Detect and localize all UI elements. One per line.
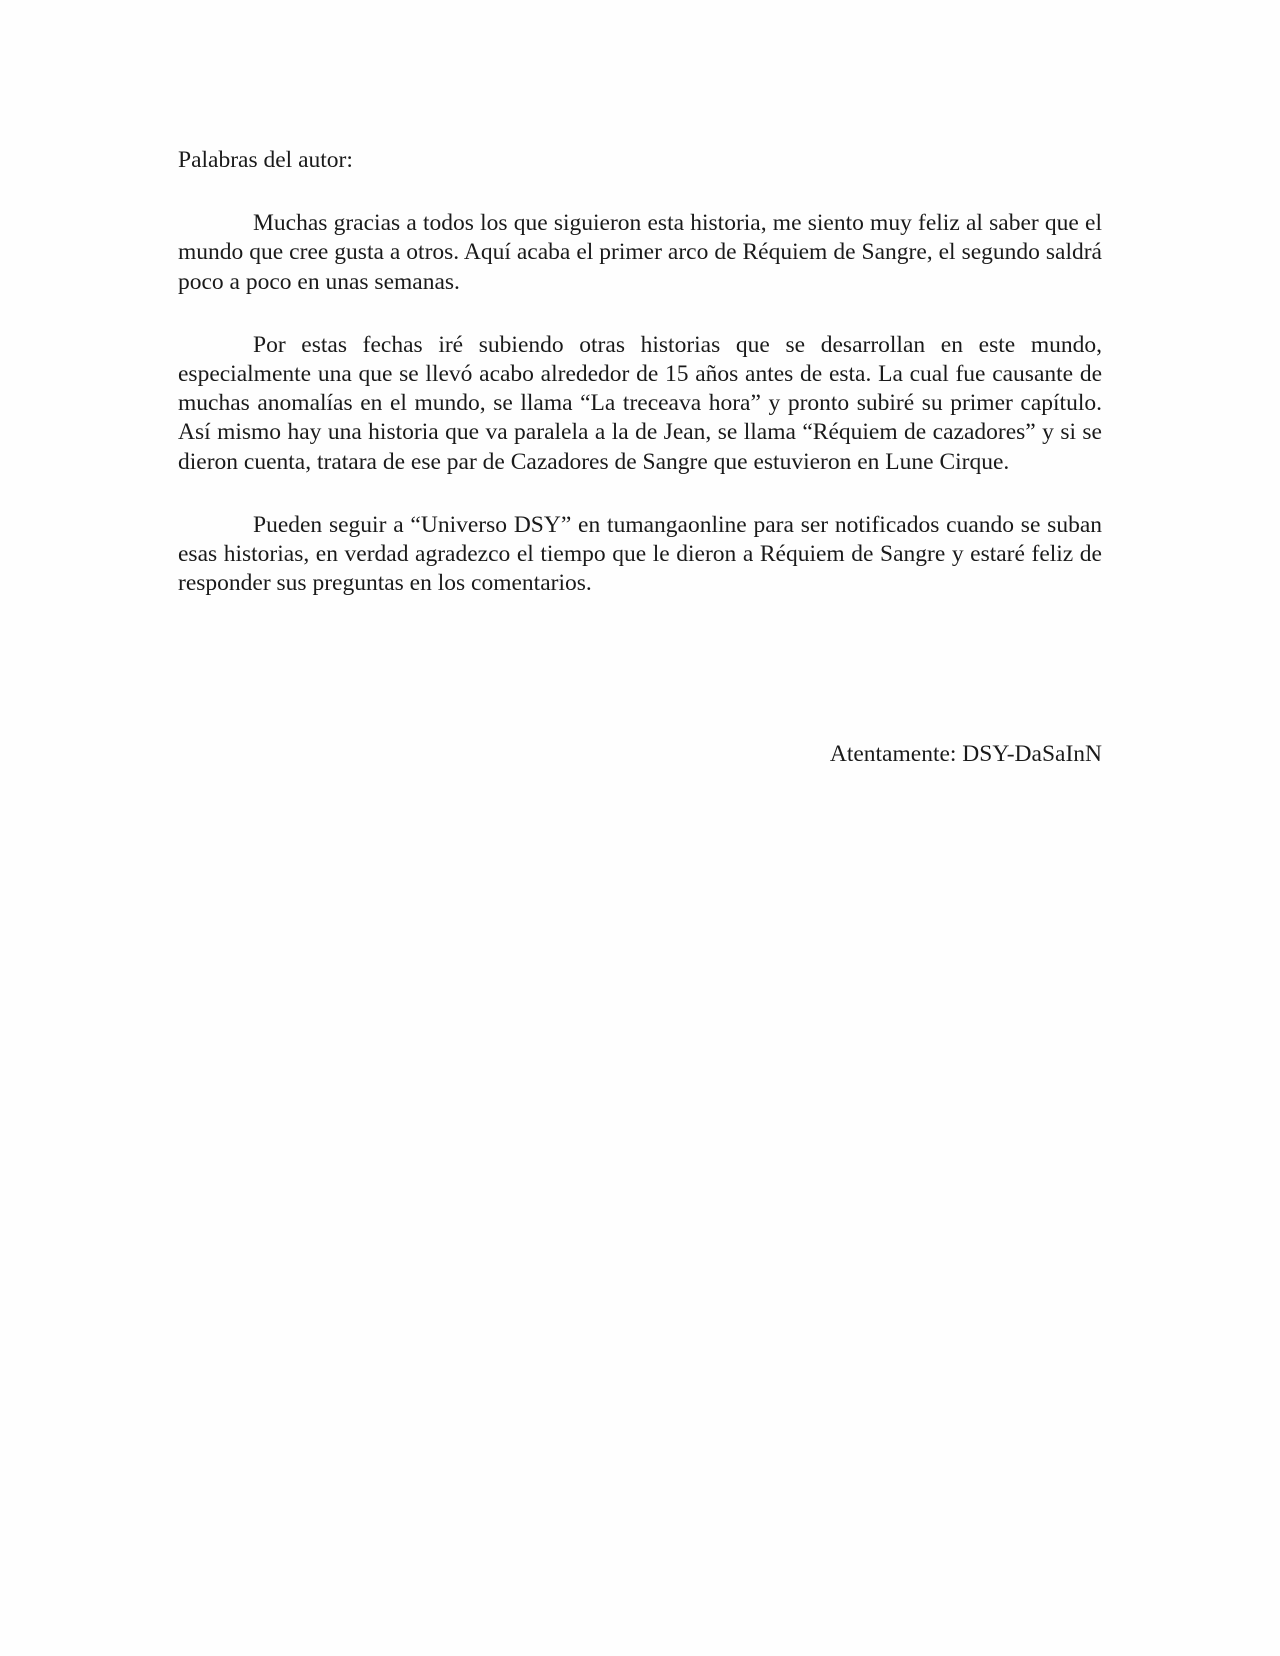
paragraph-follow: Pueden seguir a “Universo DSY” en tumangaonline para ser notificados cuando se suban esas historias, en verdad agradezco el tiempo que le dieron a Réquiem de Sangre y estaré feliz de responder sus preguntas en los comentarios. bbox=[178, 511, 1102, 597]
document-body bbox=[178, 146, 1102, 632]
author-words-heading: Palabras del autor: bbox=[178, 147, 353, 173]
paragraph-thanks: Muchas gracias a todos los que siguieron esta historia, me siento muy feliz al saber que el mundo que cree gusta a otros. Aquí acaba el primer arco de Réquiem de Sangre, el segundo saldrá poco a poco en unas semanas. bbox=[178, 210, 1102, 295]
signature: Atentamente: DSY-DaSaInN bbox=[829, 741, 1102, 767]
paragraph-upcoming-stories: Por estas fechas iré subiendo otras historias que se desarrollan en este mundo, especialmente una que se llevó acabo alrededor de 15 años antes de esta. La cual fue causante de muchas anomalías en el mundo, se llama “La treceava hora” y pronto subiré su primer capítulo. Así mismo hay una historia que va paralela a la de Jean, se llama “Réquiem de cazadores” y si se dieron cuenta, tratara de ese par de Cazadores de Sangre que estuvieron en Lune Cirque. bbox=[178, 331, 1102, 475]
